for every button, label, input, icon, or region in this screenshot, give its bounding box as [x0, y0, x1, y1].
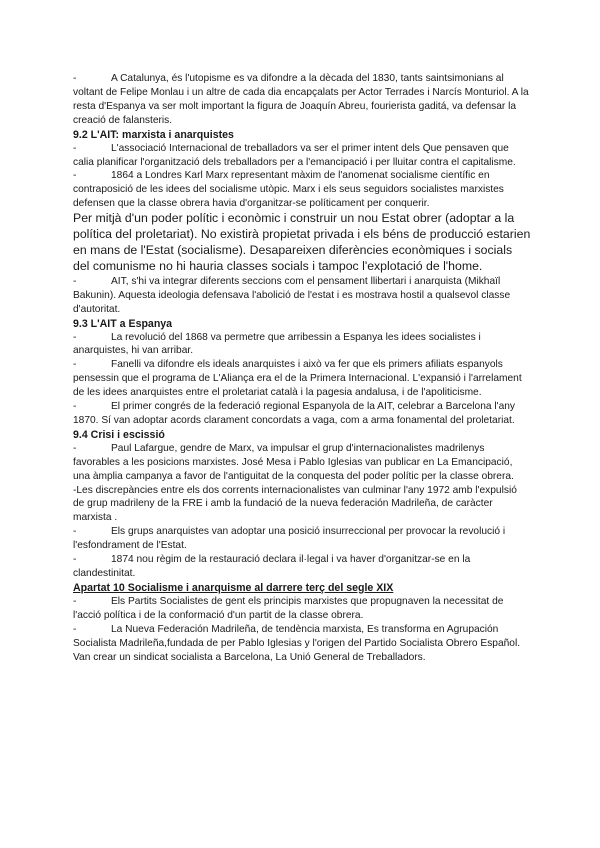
- paragraph-text: AIT, s'hi va integrar diferents seccions com el pensament llibertari i anarquista (Mikhaïl Bakunin). Aquesta ideologia defensava l'abolició de l'estat i es mostrava hostil a qualsevol classe d'autoritat.: [73, 275, 511, 315]
- heading-9-4: 9.4 Crisi i escissió: [73, 428, 165, 441]
- document-body: [73, 72, 531, 664]
- heading-9-3: 9.3 L'AIT a Espanya: [73, 317, 173, 330]
- heading-apartat-10: Apartat 10 Socialisme i anarquisme al darrere terç del segle XIX: [73, 581, 394, 594]
- paragraph-partits-socialistes: [73, 595, 531, 623]
- paragraph-restauracio-1874: [73, 553, 531, 581]
- paragraph-lafargue: [73, 442, 531, 484]
- paragraph-marx-1864: [73, 169, 531, 211]
- paragraph-fanelli: [73, 358, 531, 400]
- paragraph-text: L'associació Internacional de treballadors va ser el primer intent dels Que pensaven que calia planificar l'organització dels treballadors per a l'emancipació i per lluitar contra el capitalisme.: [73, 142, 516, 168]
- bullet-marker: -: [73, 623, 77, 635]
- paragraph-text: Els grups anarquistes van adoptar una posició insurreccional per provocar la revolució i l'esfondrament de l'Estat.: [73, 526, 506, 552]
- bullet-marker: -: [73, 401, 77, 413]
- bullet-marker: -: [73, 359, 77, 371]
- paragraph-text: Paul Lafargue, gendre de Marx, va impulsar el grup d'internacionalistes madrilenys favorables a les posicions marxistes. José Mesa i Pablo Iglesias van publicar en La Emancipació, una àmplia campanya a favor de l'antiguitat de la conquesta del poder polític per la classe obrera.: [73, 442, 514, 482]
- bullet-marker: -: [73, 526, 77, 538]
- paragraph-utopisme-catalunya: [73, 72, 531, 128]
- paragraph-text: A Catalunya, és l'utopisme es va difondre a la dècada del 1830, tants saintsimonians al voltant de Felipe Monlau i un altre de cada dia encapçalats per Actor Terrades i Narcís Monturiol. A la resta d'Espanya va ser molt important la figura de Joaquín Abreu, fourierista gaditá, va defensar la creació de falansteris.: [73, 73, 529, 126]
- paragraph-text: 1874 nou règim de la restauració declara il·legal i va haver d'organitzar-se en la clandestinitat.: [73, 554, 471, 579]
- bullet-marker: -: [73, 275, 77, 287]
- bullet-marker: -: [73, 331, 77, 343]
- bullet-marker: -: [73, 170, 77, 182]
- bullet-marker: -: [73, 595, 77, 607]
- paragraph-ait-intro: [73, 142, 531, 170]
- paragraph-text: El primer congrés de la federació regional Espanyola de la AIT, celebrar a Barcelona l'any 1870. Sí van adoptar acords clarament concordats a vaga, com a arma fonamental del proletariat.: [73, 401, 516, 426]
- paragraph-text: 1864 a Londres Karl Marx representant màxim de l'anomenat socialisme científic en contraposició de les idees del socialisme utòpic. Marx i els seus seguidors socialistes marxistes defensen que la classe obrera havia d'organitzar-se políticament per conquerir.: [73, 170, 504, 210]
- heading-9-2: 9.2 L'AIT: marxista i anarquistes: [73, 128, 234, 141]
- paragraph-ait-bakunin: [73, 275, 531, 317]
- paragraph-text: La revolució del 1868 va permetre que arribessin a Espanya les idees socialistes i anarquistes, hi van arribar.: [73, 331, 481, 357]
- paragraph-revolucio-1868: [73, 331, 531, 359]
- paragraph-text: Fanelli va difondre els ideals anarquistes i això va fer que els primers afiliats espanyols pensessin que el programa de L'Aliança era el de la Primera Internacional. L'expansió i l'arrelament de les idees anarquistes entre el proletariat català i la pagesia andalusa, i de l'apoliticisme.: [73, 359, 522, 399]
- paragraph-discrepancies: -Les discrepàncies entre els dos corrents internacionalistes van culminar l'any 1972 amb l'expulsió de grup madrileny de la FRE i amb la fundació de la nueva federación Madrileña, de caràcter marxista .: [73, 484, 517, 524]
- paragraph-text: La Nueva Federación Madrileña, de tendència marxista, Es transforma en Agrupación Socialista Madrileña,fundada de per Pablo Iglesias y l'origen del Partido Socialista Obrero Español. Van crear un sindicat socialista a Barcelona, La Unió General de Treballadors.: [73, 623, 521, 663]
- bullet-marker: -: [73, 442, 77, 454]
- paragraph-text: Els Partits Socialistes de gent els principis marxistes que propugnaven la necessitat de l'acció política i de la conformació d'un partit de la classe obrera.: [73, 595, 504, 621]
- bullet-marker: -: [73, 73, 77, 84]
- bullet-marker: -: [73, 554, 77, 566]
- paragraph-nueva-federacion: [73, 623, 531, 665]
- paragraph-congres-1870: [73, 400, 531, 428]
- paragraph-estat-obrer: Per mitjà d'un poder polític i econòmic i construir un nou Estat obrer (adoptar a la política del proletariat). No existirà propietat privada i els béns de producció estarien en mans de l'Estat (socialisme). Desapareixen diferències econòmiques i socials del comunisme no hi hauria classes socials i tampoc l'explotació de l'home.: [73, 211, 531, 273]
- paragraph-grups-anarquistes: [73, 525, 531, 553]
- bullet-marker: -: [73, 142, 77, 154]
